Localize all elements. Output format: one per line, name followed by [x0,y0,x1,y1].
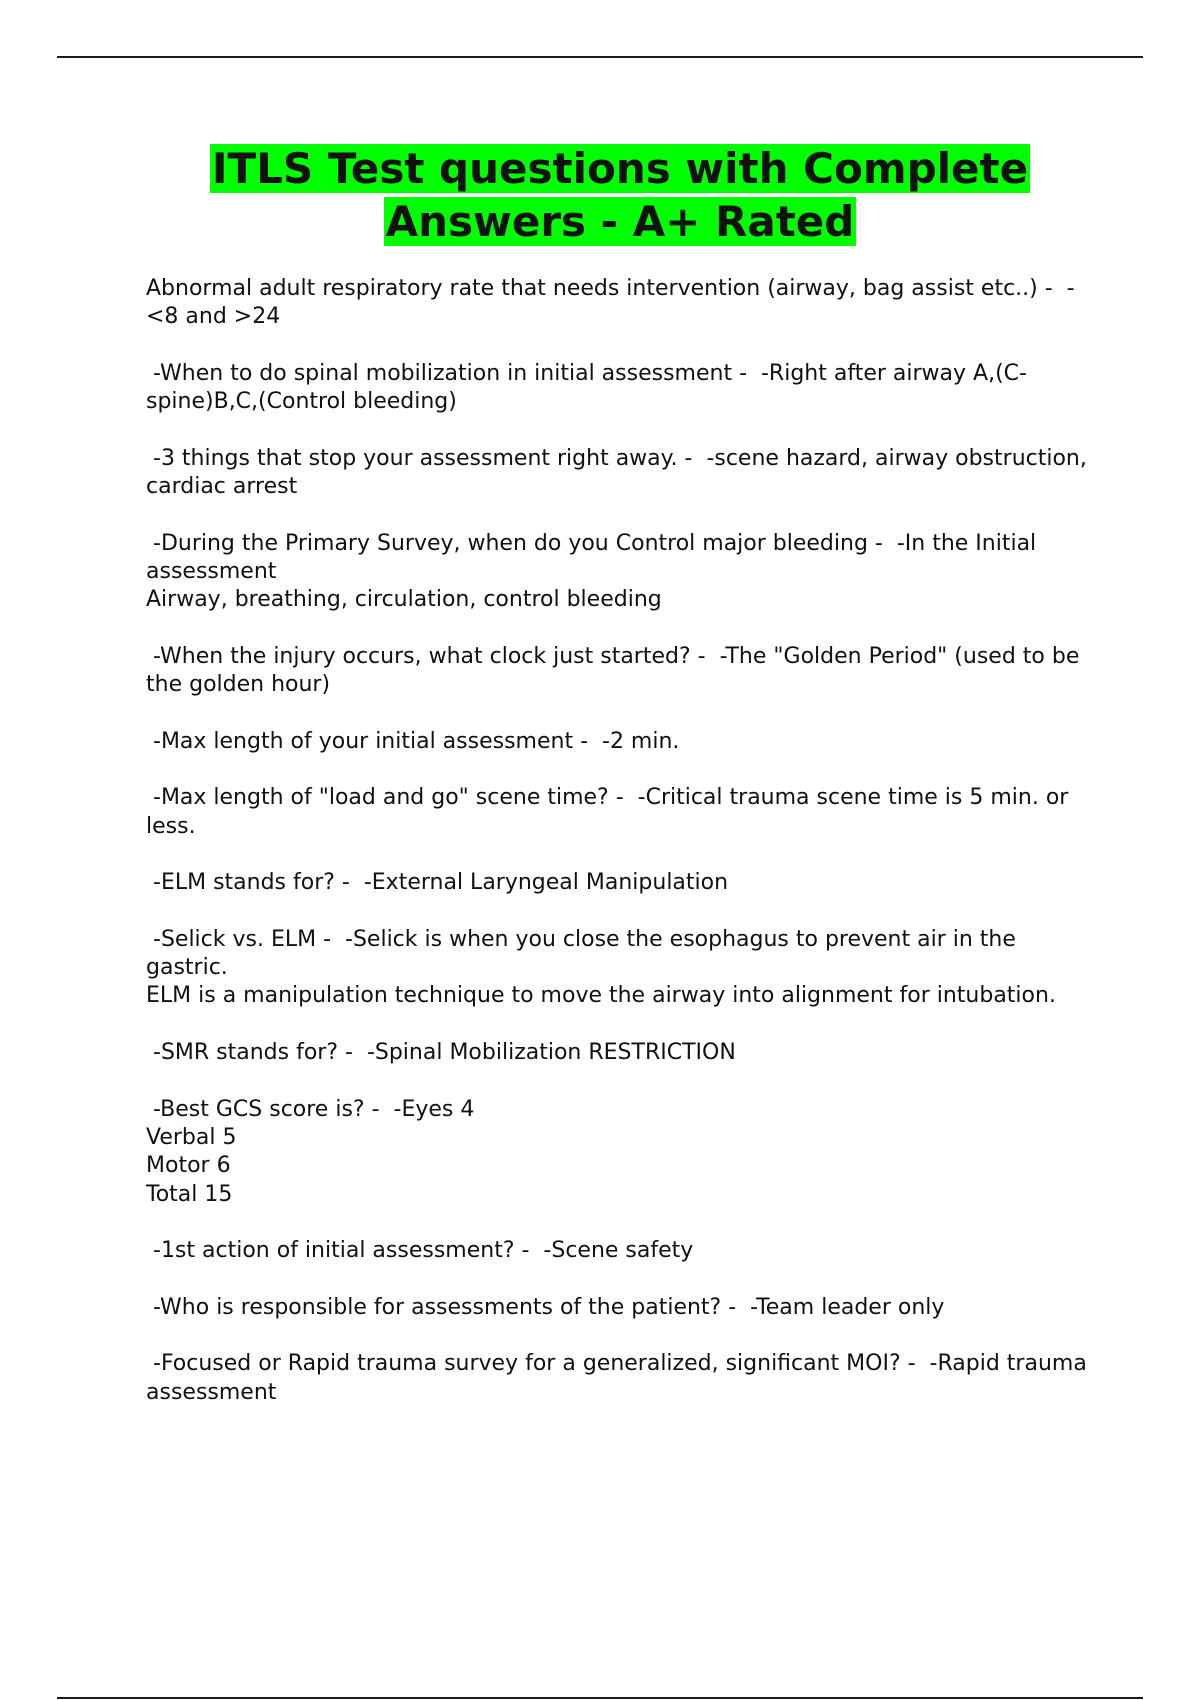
qa-line: -3 things that stop your assessment right away. - -scene hazard, airway obstruction, cardiac arrest [146,445,1094,500]
qa-line: -ELM stands for? - -External Laryngeal Manipulation [146,870,729,896]
qa-item [146,360,1096,417]
qa-line: -Focused or Rapid trauma survey for a generalized, significant MOI? - -Rapid trauma assessment [146,1351,1094,1405]
qa-item [146,1237,1096,1265]
qa-line: Total 15 [146,1181,233,1207]
qa-line: Abnormal adult respiratory rate that needs intervention (airway, bag assist etc..) - -<8 and >24 [146,276,1075,330]
qa-line: Verbal 5 [146,1124,237,1150]
qa-item [146,643,1096,700]
qa-item [146,445,1096,502]
qa-item [146,1294,1096,1322]
qa-line: Motor 6 [146,1153,231,1179]
qa-line: -Who is responsible for assessments of the patient? - -Team leader only [146,1294,945,1320]
qa-line: ELM is a manipulation technique to move the airway into alignment for intubation. [146,983,1056,1009]
qa-list [146,275,1096,1435]
qa-line: -Max length of your initial assessment - -2 min. [146,728,680,754]
qa-line: -During the Primary Survey, when do you Control major bleeding - -In the Initial assessment [146,530,1044,584]
qa-line: Airway, breathing, circulation, control bleeding [146,587,662,613]
qa-item [146,530,1096,615]
qa-line: -When to do spinal mobilization in initial assessment - -Right after airway A,(C-spine)B,C,(Control bleeding) [146,360,1027,415]
document-title [140,142,1100,248]
bottom-rule [57,1697,1143,1699]
title-line-1: ITLS Test questions with Complete [211,144,1029,193]
qa-line: -Best GCS score is? - -Eyes 4 [146,1096,475,1122]
qa-line: -SMR stands for? - -Spinal Mobilization RESTRICTION [146,1040,736,1066]
qa-line: -When the injury occurs, what clock just started? - -The "Golden Period" (used to be the golden hour) [146,643,1087,698]
qa-item [146,926,1096,1011]
qa-item [146,275,1096,332]
qa-item [146,869,1096,897]
qa-line: -Max length of "load and go" scene time? - -Critical trauma scene time is 5 min. or less. [146,785,1076,839]
qa-item [146,728,1096,756]
qa-item [146,1350,1096,1407]
title-line-2: Answers - A+ Rated [385,197,855,246]
qa-item [146,784,1096,841]
top-rule [57,56,1143,58]
qa-line: -Selick vs. ELM - -Selick is when you close the esophagus to prevent air in the gastric. [146,926,1023,981]
qa-line: -1st action of initial assessment? - -Scene safety [146,1238,694,1264]
qa-item [146,1039,1096,1067]
qa-item [146,1096,1096,1209]
